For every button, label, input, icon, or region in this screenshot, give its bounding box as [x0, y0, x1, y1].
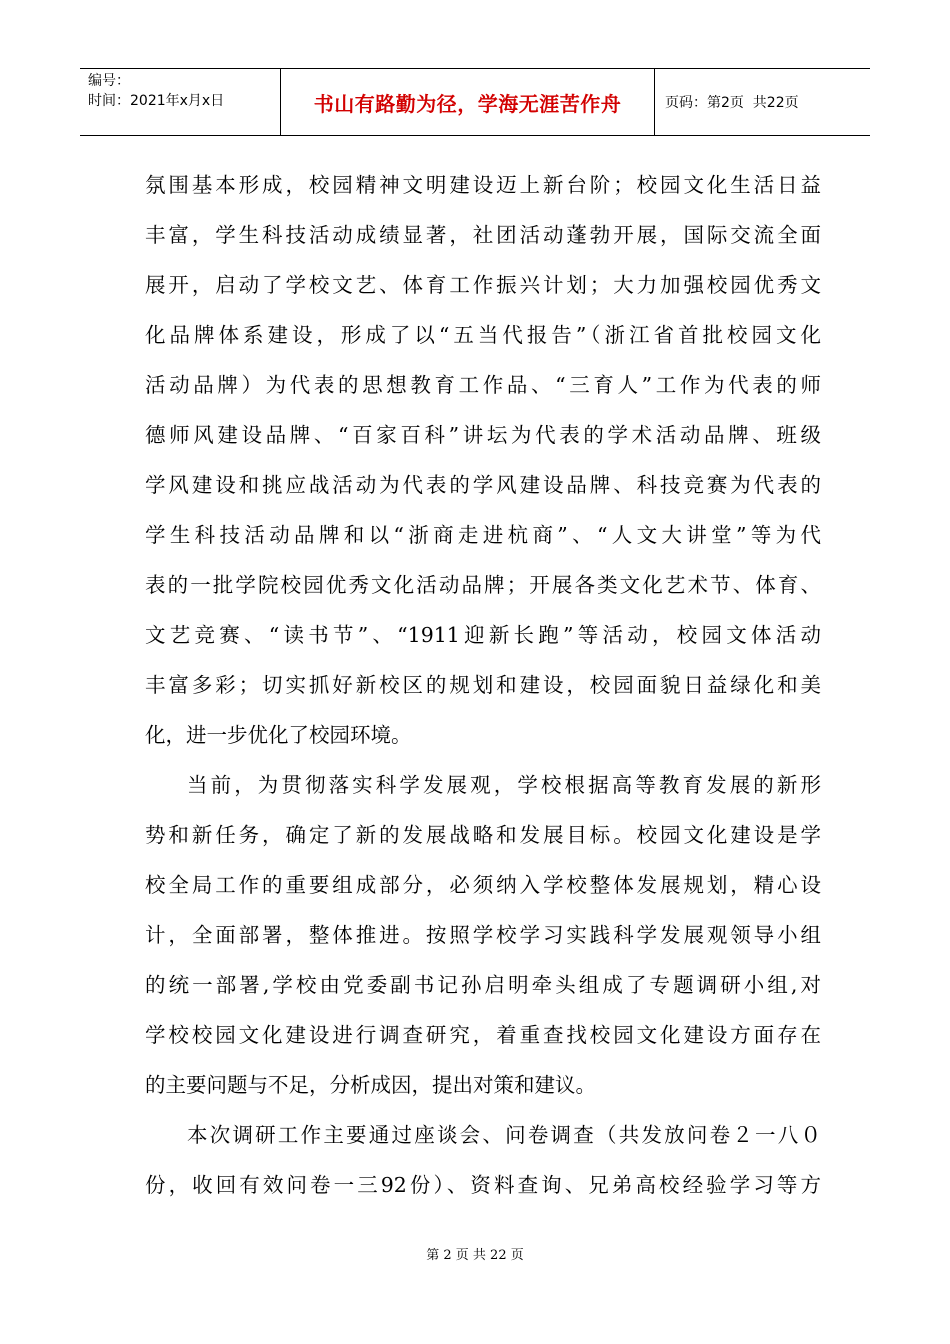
text-line: 表的一批学院校园优秀文化活动品牌；开展各类文化艺术节、体育、	[145, 573, 821, 597]
text-line: 学生科技活动品牌和以“浙商走进杭商”、“人文大讲堂”等为代	[145, 523, 821, 547]
paragraph	[145, 760, 821, 1110]
document-body	[145, 160, 821, 1210]
text-line: 势和新任务，确定了新的发展战略和发展目标。校园文化建设是学	[145, 823, 821, 847]
text-line: 化品牌体系建设，形成了以“五当代报告”（浙江省首批校园文化	[145, 323, 821, 347]
text-line: 的主要问题与不足，分析成因，提出对策和建议。	[145, 1073, 596, 1097]
document-number-label: 编号：	[88, 73, 130, 89]
text-line: 本次调研工作主要通过座谈会、问卷调查（共发放问卷２一八０	[187, 1123, 821, 1147]
header-meta	[80, 69, 281, 135]
header-motto: 书山有路勤为径，学海无涯苦作舟	[281, 69, 655, 135]
text-line: 展开，启动了学校文艺、体育工作振兴计划；大力加强校园优秀文	[145, 273, 821, 297]
text-line: 氛围基本形成，校园精神文明建设迈上新台阶；校园文化生活日益	[145, 173, 821, 197]
text-line: 当前，为贯彻落实科学发展观，学校根据高等教育发展的新形	[187, 773, 821, 797]
paragraph	[145, 1110, 821, 1210]
page-footer: 第 2 页 共 22 页	[426, 1248, 524, 1263]
text-line: 化，进一步优化了校园环境。	[145, 723, 412, 747]
text-line: 丰富多彩；切实抓好新校区的规划和建设，校园面貌日益绿化和美	[145, 673, 821, 697]
text-line: 丰富，学生科技活动成绩显著，社团活动蓬勃开展，国际交流全面	[145, 223, 821, 247]
text-line: 计，全面部署，整体推进。按照学校学习实践科学发展观领导小组	[145, 923, 821, 947]
header-page-indicator	[655, 69, 870, 135]
text-line: 校全局工作的重要组成部分，必须纳入学校整体发展规划，精心设	[145, 873, 821, 897]
header-page-label: 页码：第2页 共22页	[665, 95, 799, 111]
text-line: 德师风建设品牌、“百家百科”讲坛为代表的学术活动品牌、班级	[145, 423, 821, 447]
text-line: 活动品牌）为代表的思想教育工作品、“三育人”工作为代表的师	[145, 373, 821, 397]
document-time-label: 时间：2021年x月x日	[88, 93, 225, 109]
text-line: 的统一部署,学校由党委副书记孙启明牵头组成了专题调研小组,对	[145, 973, 821, 997]
text-line: 文艺竞赛、“读书节”、“1911迎新长跑”等活动，校园文体活动	[145, 623, 821, 647]
paragraph	[145, 160, 821, 760]
text-line: 份，收回有效问卷一三92份）、资料查询、兄弟高校经验学习等方	[145, 1173, 821, 1197]
text-line: 学风建设和挑应战活动为代表的学风建设品牌、科技竞赛为代表的	[145, 473, 821, 497]
document-header	[80, 68, 870, 136]
text-line: 学校校园文化建设进行调查研究，着重查找校园文化建设方面存在	[145, 1023, 821, 1047]
